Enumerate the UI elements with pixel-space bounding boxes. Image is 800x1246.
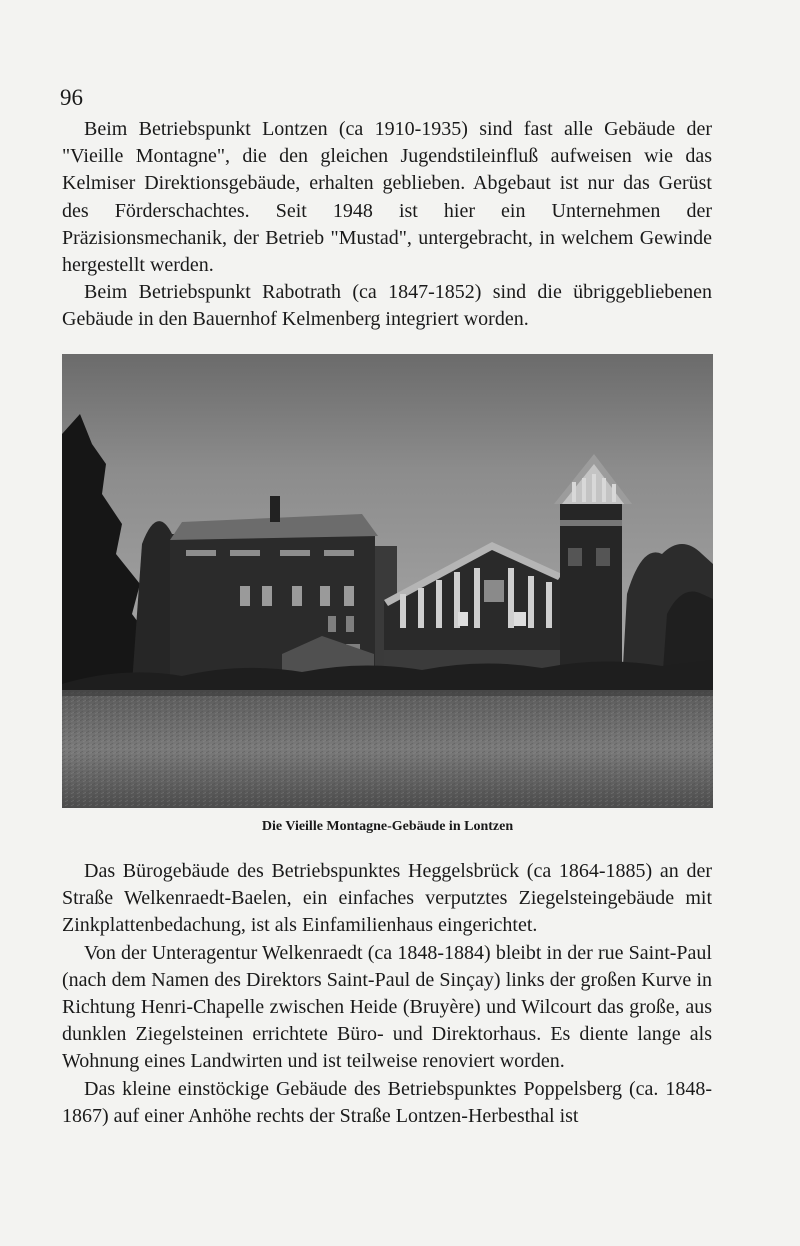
building-photograph <box>62 354 713 808</box>
paragraph-heggelsbrueck: Das Bürogebäude des Betriebspunktes Heggelsbrück (ca 1864-1885) an der Straße Welkenraedt-Baelen, ein einfaches verputztes Ziegelsteingebäude mit Zinkplattenbedachung, ist als Einfamilienhaus eingerichtet. <box>62 860 712 937</box>
paragraph-lontzen: Beim Betriebspunkt Lontzen (ca 1910-1935) sind fast alle Gebäude der "Vieille Montagne", die den gleichen Jugendstileinfluß aufweisen wie das Kelmiser Direktionsgebäude, erhalten geblieben. Abgebaut ist nur das Gerüst des Förderschachtes. Seit 1948 ist hier ein Unternehmen der Präzisionsmechanik, der Betrieb "Mustad", untergebracht, in welchem Gewinde hergestellt werden. <box>62 118 712 277</box>
paragraph-rabotrath: Beim Betriebspunkt Rabotrath (ca 1847-1852) sind die übriggebliebenen Gebäude in den Bauernhof Kelmenberg integriert worden. <box>62 281 712 331</box>
page-number: 96 <box>60 85 83 110</box>
text-block-top <box>62 116 712 334</box>
main-building <box>170 496 397 684</box>
text-block-bottom <box>62 858 712 1130</box>
paragraph-welkenraedt: Von der Unteragentur Welkenraedt (ca 1848-1884) bleibt in der rue Saint-Paul (nach dem Namen des Direktors Saint-Paul de Sinçay) links der großen Kurve in Richtung Henri-Chapelle zwischen Heide (Bruyère) und Wilcourt das große, aus dunklen Ziegelsteinen errichtete Büro- und Direktorhaus. Es diente lange als Wohnung eines Landwirten und ist teilweise renoviert worden. <box>62 941 712 1073</box>
paragraph-poppelsberg: Das kleine einstöckige Gebäude des Betriebspunktes Poppelsberg (ca. 1848-1867) auf einer Anhöhe rechts der Straße Lontzen-Herbesthal ist <box>62 1077 712 1127</box>
figure-caption: Die Vieille Montagne-Gebäude in Lontzen <box>261 819 514 834</box>
